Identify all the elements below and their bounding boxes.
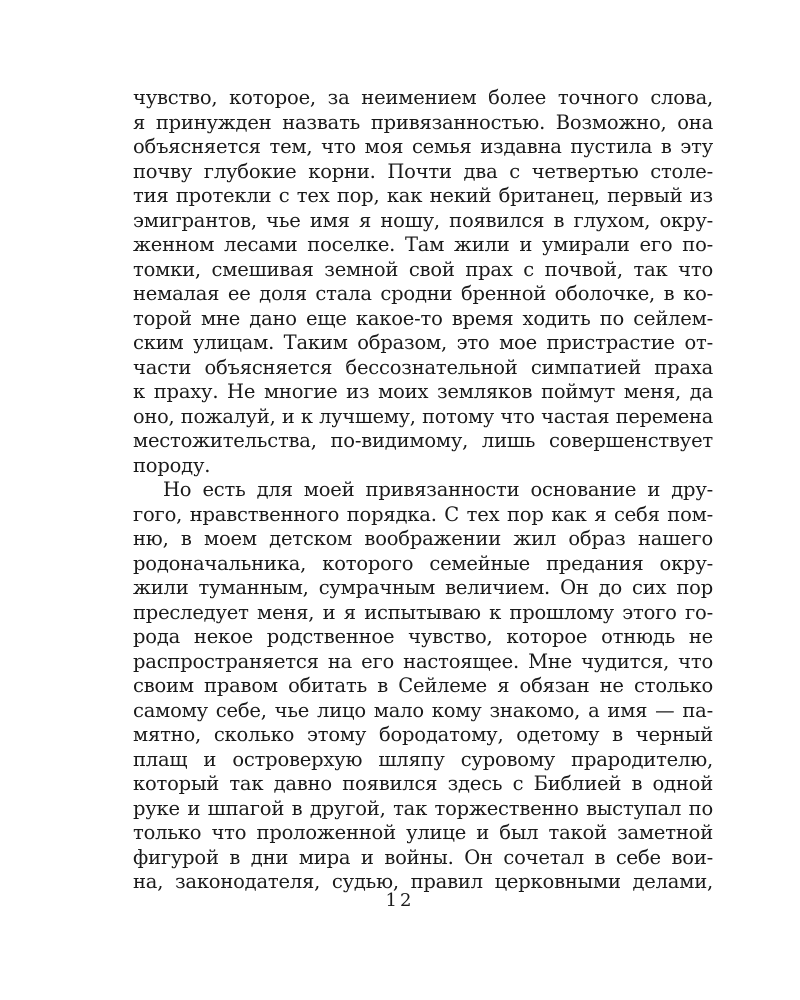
page-number: 12 [385,890,415,911]
text-line: Но есть для моей привязанности основание и дру- [163,478,713,501]
text-line: томки, смешивая земной свой прах с почвой, так что [133,257,713,281]
text-line: женном лесами поселке. Там жили и умирали его по- [133,233,713,256]
text-line: части объясняется бессознательной симпатией праха [133,355,713,379]
text-line: эмигрантов, чье имя я ношу, появился в глухом, окру- [133,208,713,232]
text-line: жили туманным, сумрачным величием. Он до сих пор [133,576,713,599]
text-line: почву глубокие корни. Почти два с четвертью столе- [133,159,713,183]
text-line: только что проложенной улице и был такой заметной [133,821,713,844]
text-line: к праху. Не многие из моих земляков поймут меня, да [133,380,713,403]
text-line: который так давно появился здесь с Библией в одной [133,772,713,795]
text-line: распространяется на его настоящее. Мне чудится, что [133,649,713,673]
text-line: руке и шпагой в другой, так торжественно выступал по [133,796,713,820]
text-line: своим правом обитать в Сейлеме я обязан не столько [133,674,713,697]
text-line: ню, в моем детском воображении жил образ нашего [133,527,713,550]
text-line: фигурой в дни мира и войны. Он сочетал в себе вои- [133,845,713,869]
text-line: на, законодателя, судью, правил церковными делами, [133,870,713,893]
text-line: плащ и островерхую шляпу суровому прародителю, [133,747,713,771]
body-text [133,86,713,895]
text-line: породу. [133,453,211,477]
text-line: родоначальника, которого семейные предания окру- [133,551,713,575]
text-line: самому себе, чье лицо мало кому знакомо, а имя — па- [133,698,713,722]
text-line: объясняется тем, что моя семья издавна пустила в эту [133,135,713,158]
paragraph-1 [133,86,713,478]
text-line: чувство, которое, за неимением более точного слова, [133,86,713,109]
text-line: тия протекли с тех пор, как некий британец, первый из [133,184,713,207]
text-line: я принужден назвать привязанностью. Возможно, она [133,110,713,134]
text-line: гого, нравственного порядка. С тех пор как я себя пом- [133,502,713,526]
text-line: рода некое родственное чувство, которое отнюдь не [133,625,713,648]
text-line: ским улицам. Таким образом, это мое пристрастие от- [133,331,713,354]
text-line: мятно, сколько этому бородатому, одетому в черный [133,723,713,746]
text-line: торой мне дано еще какое-то время ходить по сейлем- [133,306,713,330]
text-line: преследует меня, и я испытываю к прошлому этого го- [133,600,713,624]
text-line: немалая ее доля стала сродни бренной оболочке, в ко- [133,282,713,305]
paragraph-2 [133,478,713,895]
text-line: местожительства, по-видимому, лишь совершенствует [133,429,713,452]
text-line: оно, пожалуй, и к лучшему, потому что частая перемена [133,404,713,428]
